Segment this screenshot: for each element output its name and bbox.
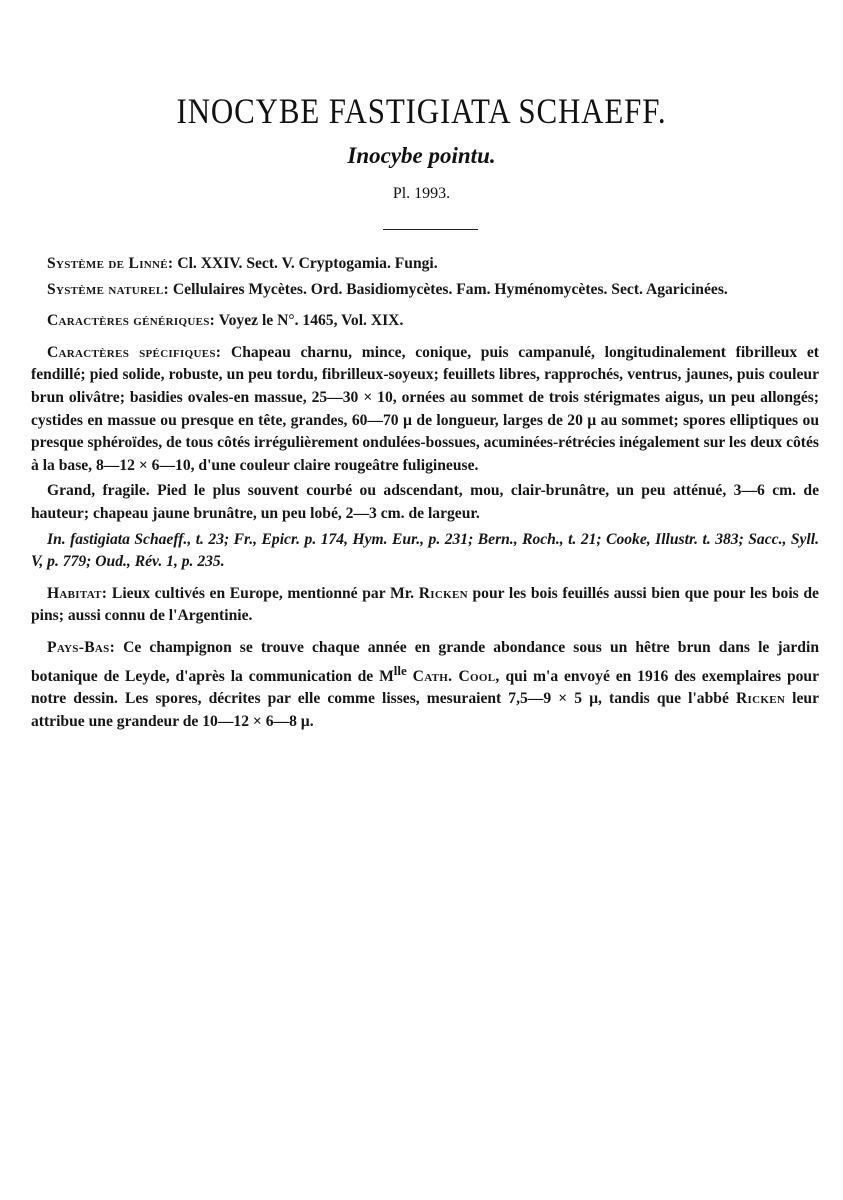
paysbas-name-1: Cath. Cool, — [412, 667, 500, 685]
paysbas-superscript: lle — [393, 662, 407, 678]
habitat-text-after: pour les bois feuillés aussi bien que pour les bois de pins; aussi connu de l'Argentinie. — [31, 584, 819, 625]
paysbas-text-1: Ce champignon se trouve chaque année en grande abondance sous un hêtre brun dans le jardin botanique de Leyde, d'après la communication de M — [31, 638, 819, 685]
habitat-section — [31, 583, 819, 628]
natural-classification — [31, 279, 819, 302]
paysbas-name-2: Ricken — [735, 690, 786, 708]
netherlands-section — [31, 637, 819, 734]
paysbas-text-2: qui m'a envoyé en 1916 des exemplaires pour notre dessin. Les spores, décrites par elle comme lisses, mesuraient 7,5—9 × 5 µ, tandis que l'abbé — [31, 667, 820, 708]
habitat-label: Habitat: — [47, 584, 108, 602]
grand-text: Grand, fragile. Pied le plus souvent courbé ou adscendant, mou, clair-brunâtre, un peu atténué, 3—6 cm. de hauteur; chapeau jaune brunâtre, un peu lobé, 2—3 cm. de largeur. — [31, 482, 819, 522]
paysbas-label: Pays-Bas: — [47, 638, 116, 656]
specifiques-text: Chapeau charnu, mince, conique, puis campanulé, longitudinalement fibrilleux et fendillé; pied solide, robuste, un peu tordu, fibrilleux-soyeux; feuillets libres, rapprochés, ventrus, jaunes, puis couleur brun olivâtre; basidies ovales-en massue, 25—30 × 10, ornées au sommet de trois stérigmates aigus, un peu allongés; cystides en massue ou presque en tête, grandes, 60—70 µ de longueur, larges de 20 µ au sommet; spores elliptiques ou presque sphéroïdes, de tous côtés irrégulièrement ondulées-bossues, acuminées-rétrécies inégalement sur les deux côtés à la base, 8—12 × 6—10, d'une couleur claire rougeâtre fuligineuse. — [31, 343, 819, 474]
naturel-text: Cellulaires Mycètes. Ord. Basidiomycètes. Fam. Hyménomycètes. Sect. Agaricinées. — [172, 280, 728, 298]
linne-text: Cl. XXIV. Sect. V. Cryptogamia. Fungi. — [177, 255, 438, 272]
linne-label: Système de Linné: — [47, 255, 174, 272]
size-description — [31, 480, 819, 525]
naturel-label: Système naturel: — [47, 280, 169, 298]
title-divider — [383, 229, 478, 230]
bibliographic-references — [31, 529, 819, 574]
habitat-text-before: Lieux cultivés en Europe, mentionné par Mr. — [111, 584, 415, 602]
page-title: INOCYBE FASTIGIATA SCHAEFF. — [176, 91, 667, 131]
description-body — [31, 253, 819, 736]
paysbas-text-3: leur attribue une grandeur de 10—12 × 6—8 µ. — [31, 690, 820, 730]
generiques-text: Voyez le N°. 1465, Vol. XIX. — [218, 312, 404, 330]
generiques-label: Caractères génériques: — [47, 312, 216, 330]
specifiques-label: Caractères spécifiques: — [47, 343, 222, 361]
habitat-person-name: Ricken — [418, 584, 468, 602]
generic-characters — [31, 310, 819, 333]
plate-number: Pl. 1993. — [392, 185, 451, 202]
common-name-subtitle: Inocybe pointu. — [347, 143, 496, 168]
references-text: In. fastigiata Schaeff., t. 23; Fr., Epicr. p. 174, Hym. Eur., p. 231; Bern., Roch., t. 21; Cooke, Illustr. t. 383; Sacc., Syll. V, p. 779; Oud., Rév. 1, p. 235. — [31, 530, 819, 571]
specific-characters — [31, 342, 819, 478]
linne-classification — [31, 253, 819, 276]
